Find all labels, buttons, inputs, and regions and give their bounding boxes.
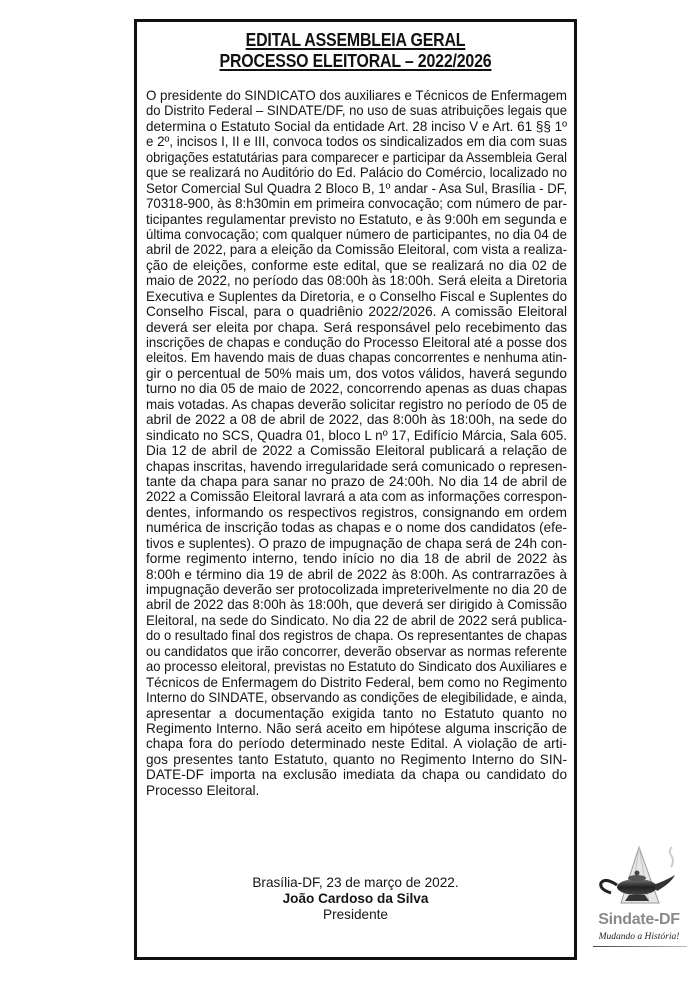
- body-line: obrigações estatutárias para comparecer e participar da Assembleia Geral: [146, 149, 567, 165]
- body-line: 70318-900, às 8:h30min em primeira convocação; com número de par-: [146, 196, 567, 212]
- body-line: 8:00h e término dia 19 de abril de 2022 às 8:00h. As contrarrazões à: [146, 566, 567, 582]
- body-line: tivos e suplentes). O prazo de impugnação de chapa será de 24h con-: [146, 535, 567, 551]
- body-line: mais votadas. As chapas deverão solicitar registro no período de 05 de: [146, 396, 567, 412]
- document-title: EDITAL ASSEMBLEIA GERAL: [245, 29, 466, 50]
- logo-underline: [593, 946, 687, 947]
- body-line: chapas inscritas, havendo irregularidade será comunicado o represen-: [146, 458, 567, 474]
- signature-role: Presidente: [323, 907, 388, 922]
- body-line: Regimento Interno. Não será aceito em hipótese alguma inscrição de: [146, 720, 567, 736]
- body-line: DATE-DF importa na exclusão imediata da chapa ou candidato do: [146, 767, 567, 783]
- document-body: [146, 88, 567, 798]
- body-line: 2022 a Comissão Eleitoral lavrará a ata com as informações correspon-: [146, 489, 567, 505]
- body-line: abril de 2022, para a eleição da Comissão Eleitoral, com vista a realiza-: [146, 242, 567, 258]
- signature-place-date: Brasília-DF, 23 de março de 2022.: [252, 875, 459, 890]
- body-line: apresentar a documentação exigida tanto no Estatuto quanto no: [146, 705, 567, 721]
- body-line: e 2º, incisos I, II e III, convoca todos os sindicalizados em dia com suas: [146, 134, 567, 150]
- body-line: inscrições de chapas e condução do Processo Eleitoral até a posse dos: [146, 335, 567, 350]
- body-line: do o resultado final dos registros de chapa. Os representantes de chapas: [146, 628, 567, 644]
- body-line: gos presentes tanto Estatuto, quanto no Regimento Interno do SIN-: [146, 751, 567, 767]
- body-line: Setor Comercial Sul Quadra 2 Bloco B, 1º andar - Asa Sul, Brasília - DF,: [146, 180, 567, 196]
- body-line: Processo Eleitoral.: [146, 782, 260, 798]
- logo-slogan: Mudando a História!: [598, 932, 680, 942]
- body-line: dentes, informando os respectivos registros, consignando em ordem: [146, 504, 567, 520]
- body-line: ou candidatos que irão concorrer, deverão observar as normas referente: [146, 643, 567, 659]
- body-line: gir o percentual de 50% mais um, dos votos válidos, haverá segundo: [146, 365, 567, 381]
- body-line: que se realizará no Auditório do Ed. Palácio do Comércio, localizado no: [146, 165, 567, 181]
- body-line: Conselho Fiscal, para o quadriênio 2022/2026. A comissão Eleitoral: [146, 304, 567, 320]
- body-line: deverá ser eleita por chapa. Será responsável pelo recebimento das: [146, 319, 567, 335]
- body-line: numérica de inscrição todas as chapas e o nome dos candidatos (efe-: [146, 520, 567, 536]
- body-line: O presidente do SINDICATO dos auxiliares e Técnicos de Enfermagem: [146, 88, 567, 103]
- sindate-logo: [587, 845, 691, 957]
- body-line: turno no dia 05 de maio de 2022, concorrendo apenas as duas chapas: [146, 381, 567, 397]
- body-line: ção de eleições, conforme este edital, que se realizará no dia 02 de: [146, 257, 567, 273]
- body-line: abril de 2022 das 8:00h às 18:00h, que deverá ser dirigido à Comissão: [146, 597, 567, 613]
- body-line: Interno do SINDATE, observando as condições de elegibilidade, e ainda,: [146, 690, 567, 706]
- body-line: Executiva e Suplentes da Diretoria, e o Conselho Fiscal e Suplentes do: [146, 288, 567, 304]
- body-line: ticipantes regulamentar previsto no Estatuto, e às 9:00h em segunda e: [146, 211, 567, 227]
- body-line: eleitos. Em havendo mais de duas chapas concorrentes e nenhuma atin-: [146, 350, 567, 366]
- body-line: Dia 12 de abril de 2022 a Comissão Eleitoral publicará a relação de: [146, 443, 567, 459]
- body-line: sindicato no SCS, Quadra 01, bloco L nº 17, Edifício Márcia, Sala 605.: [146, 427, 567, 443]
- body-line: chapa fora do período determinado neste Edital. A violação de arti-: [146, 736, 567, 752]
- body-line: impugnação deverão ser protocolizada impreterivelmente no dia 20 de: [146, 582, 567, 597]
- document-subtitle: PROCESSO ELEITORAL – 2022/2026: [219, 50, 492, 71]
- edital-notice-box: [134, 19, 577, 960]
- body-line: forme regimento interno, tendo início no dia 18 de abril de 2022 às: [146, 551, 567, 567]
- body-line: ao processo eleitoral, previstas no Estatuto do Sindicato dos Auxiliares e: [146, 659, 567, 675]
- oil-lamp-icon: [587, 845, 691, 915]
- body-line: Eleitoral, na sede do Sindicato. No dia 22 de abril de 2022 será publica-: [146, 612, 567, 628]
- body-line: do Distrito Federal – SINDATE/DF, no uso de suas atribuições legais que: [146, 103, 567, 119]
- body-line: maio de 2022, no período das 08:00h às 18:00h. Será eleita a Diretoria: [146, 273, 567, 289]
- signature-name: João Cardoso da Silva: [282, 891, 429, 906]
- body-line: última convocação; com qualquer número de participantes, no dia 04 de: [146, 226, 567, 242]
- body-line: abril de 2022 a 08 de abril de 2022, das 8:00h às 18:00h, na sede do: [146, 412, 567, 428]
- logo-name: Sindate-DF: [598, 911, 680, 928]
- body-line: determina o Estatuto Social da entidade Art. 28 inciso V e Art. 61 §§ 1º: [146, 118, 567, 134]
- body-line: Técnicos de Enfermagem do Distrito Federal, bem como no Regimento: [146, 674, 567, 690]
- body-line: tante da chapa para sanar no prazo de 24:00h. No dia 14 de abril de: [146, 473, 567, 489]
